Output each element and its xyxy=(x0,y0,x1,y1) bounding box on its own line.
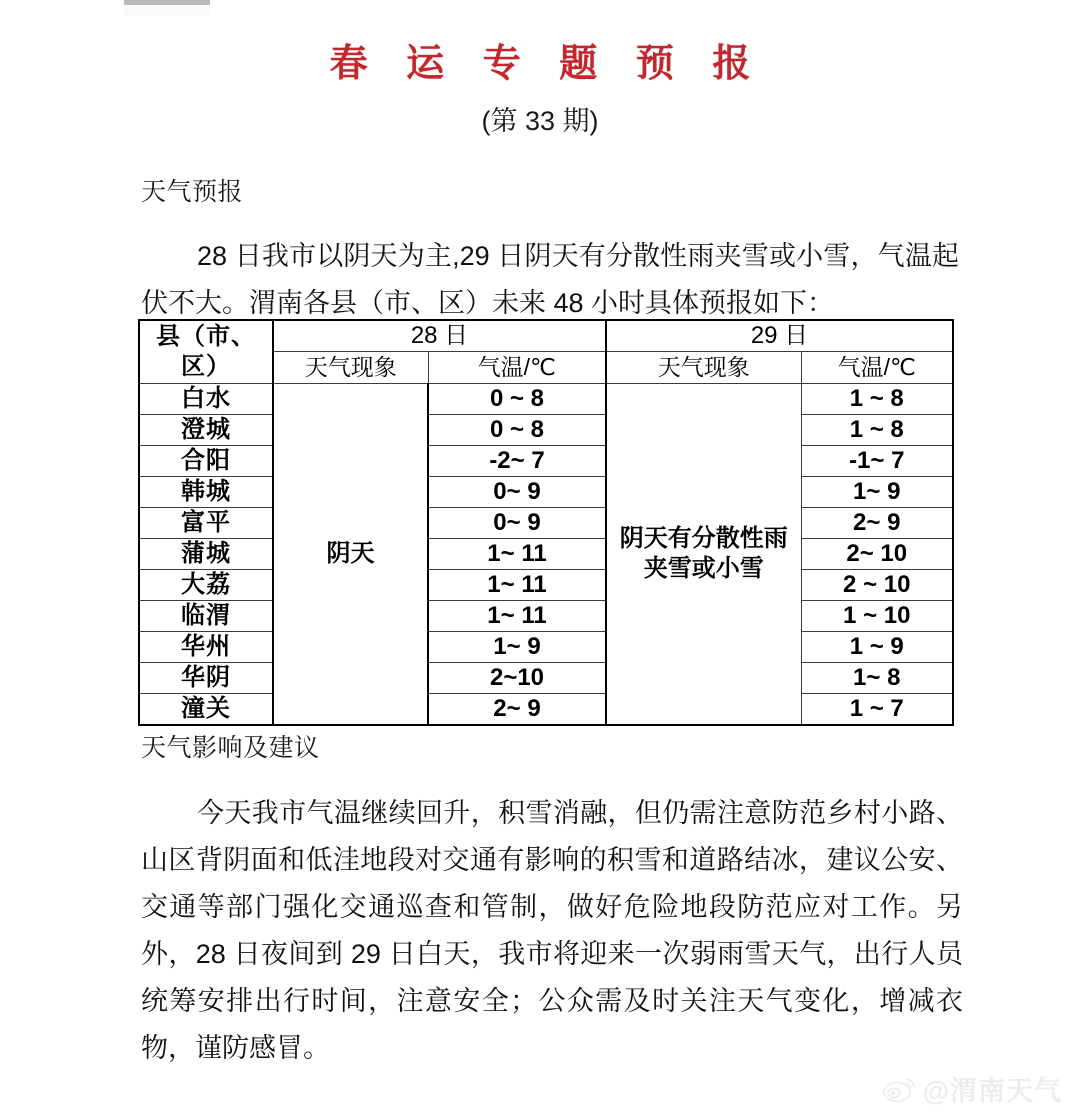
forecast-table xyxy=(138,319,954,726)
cell-phenomenon-day-29-line-2: 夹雪或小雪 xyxy=(643,555,764,582)
cell-temperature-day-28: 0~ 9 xyxy=(428,508,606,539)
cell-county-name: 白水 xyxy=(139,384,273,415)
cell-temperature-day-29: 2~ 9 xyxy=(801,508,953,539)
paragraph-weather-impact: 今天我市气温继续回升，积雪消融，但仍需注意防范乡村小路、山区背阴面和低洼地段对交通有影响的积雪和道路结冰，建议公安、交通等部门强化交通巡查和管制，做好危险地段防范应对工作。另外，28 日夜间到 29 日白天，我市将迎来一次弱雨雪天气，出行人员统筹安排出行时间，注意安全；公众需及时关注天气变化，增减衣物，谨防感冒。 xyxy=(141,798,963,1063)
table-row xyxy=(139,570,953,601)
cell-temperature-day-28: 2~ 9 xyxy=(428,694,606,726)
table-row xyxy=(139,415,953,446)
paragraph-weather-forecast: 28 日我市以阴天为主,29 日阴天有分散性雨夹雪或小雪，气温起伏不大。渭南各县（市、区）未来 48 小时具体预报如下： xyxy=(141,241,959,318)
table-row xyxy=(139,508,953,539)
cell-county-name: 潼关 xyxy=(139,694,273,726)
cell-county-name: 大荔 xyxy=(139,570,273,601)
watermark-label: @渭南天气 xyxy=(922,1076,1062,1106)
cell-temperature-day-28: 2~10 xyxy=(428,663,606,694)
table-header-temperature-29: 气温/℃ xyxy=(801,352,953,384)
table-header-phenomenon-28: 天气现象 xyxy=(273,352,428,384)
table-header-day-29: 29 日 xyxy=(606,320,953,352)
cell-county-name: 合阳 xyxy=(139,446,273,477)
cell-temperature-day-29: 1~ 9 xyxy=(801,477,953,508)
cell-temperature-day-29: 1 ~ 8 xyxy=(801,384,953,415)
forecast-table-container xyxy=(138,319,952,726)
cell-phenomenon-day-28: 阴天 xyxy=(273,384,428,726)
weibo-eye-icon xyxy=(883,1075,917,1103)
cell-temperature-day-28: 1~ 11 xyxy=(428,601,606,632)
section-heading-weather-forecast: 天气预报 xyxy=(141,178,244,206)
cell-temperature-day-29: 1 ~ 9 xyxy=(801,632,953,663)
cell-county-name: 澄城 xyxy=(139,415,273,446)
table-header-row-1 xyxy=(139,320,953,352)
cell-temperature-day-29: 1 ~ 10 xyxy=(801,601,953,632)
table-row xyxy=(139,446,953,477)
table-row xyxy=(139,477,953,508)
cell-temperature-day-28: 0 ~ 8 xyxy=(428,384,606,415)
table-header-phenomenon-29: 天气现象 xyxy=(606,352,801,384)
table-header-temperature-28: 气温/℃ xyxy=(428,352,606,384)
cell-county-name: 富平 xyxy=(139,508,273,539)
page-title: 春 运 专 题 预 报 xyxy=(329,43,765,85)
page-subtitle-issue-number: (第 33 期) xyxy=(481,106,599,136)
cell-county-name: 韩城 xyxy=(139,477,273,508)
table-row xyxy=(139,539,953,570)
top-edge-artifact-light xyxy=(124,6,210,16)
cell-temperature-day-29: 2 ~ 10 xyxy=(801,570,953,601)
table-row xyxy=(139,601,953,632)
table-row xyxy=(139,663,953,694)
table-header-county: 县（市、区） xyxy=(139,320,273,384)
cell-county-name: 华阴 xyxy=(139,663,273,694)
cell-temperature-day-29: 2~ 10 xyxy=(801,539,953,570)
cell-temperature-day-28: 1~ 11 xyxy=(428,570,606,601)
cell-temperature-day-29: 1~ 8 xyxy=(801,663,953,694)
cell-temperature-day-28: 0~ 9 xyxy=(428,477,606,508)
table-header-day-28: 28 日 xyxy=(273,320,606,352)
cell-temperature-day-29: -1~ 7 xyxy=(801,446,953,477)
table-row xyxy=(139,384,953,415)
cell-temperature-day-28: -2~ 7 xyxy=(428,446,606,477)
cell-phenomenon-day-29 xyxy=(606,384,801,726)
cell-county-name: 华州 xyxy=(139,632,273,663)
section-heading-weather-impact: 天气影响及建议 xyxy=(141,734,320,762)
cell-temperature-day-29: 1 ~ 8 xyxy=(801,415,953,446)
cell-county-name: 蒲城 xyxy=(139,539,273,570)
top-edge-artifact xyxy=(124,0,210,5)
cell-temperature-day-28: 1~ 11 xyxy=(428,539,606,570)
cell-phenomenon-day-29-line-1: 阴天有分散性雨 xyxy=(619,525,788,552)
cell-temperature-day-29: 1 ~ 7 xyxy=(801,694,953,726)
watermark xyxy=(883,1069,1062,1108)
cell-county-name: 临渭 xyxy=(139,601,273,632)
table-row xyxy=(139,632,953,663)
table-row xyxy=(139,694,953,726)
cell-temperature-day-28: 1~ 9 xyxy=(428,632,606,663)
cell-temperature-day-28: 0 ~ 8 xyxy=(428,415,606,446)
